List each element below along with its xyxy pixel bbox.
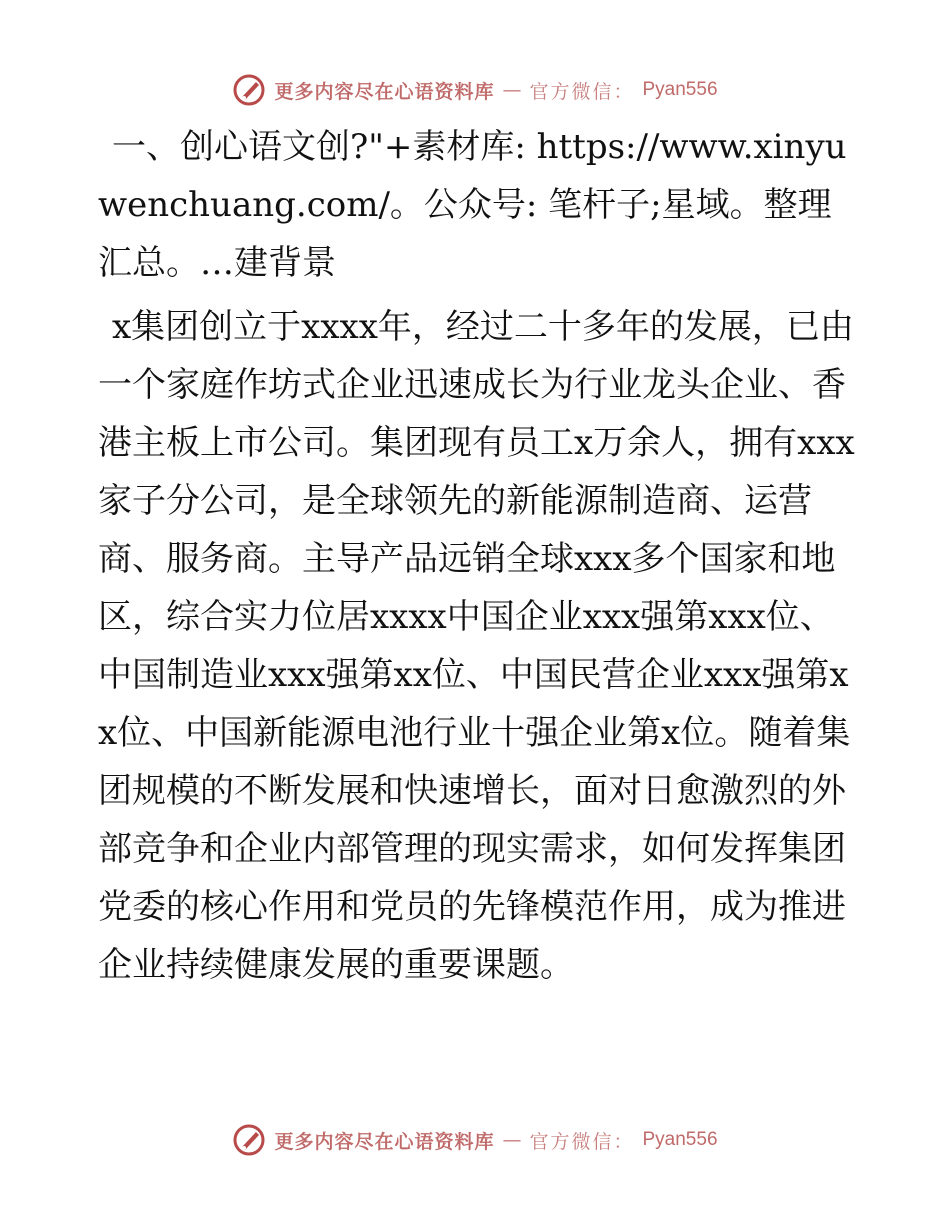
watermark-label: 官方微信： [529, 1130, 635, 1153]
watermark-id: Pyan556 [642, 1129, 718, 1150]
section-heading: 一、创心语文创?"+素材库: https://www.xinyuwenchuang.com/。公众号: 笔杆子;星域。整理汇总。…建背景 [98, 127, 847, 283]
pen-logo-icon [232, 1123, 266, 1157]
document-body [98, 118, 858, 994]
watermark-separator: — [502, 1129, 522, 1151]
watermark-text: 更多内容尽在心语资料库 [274, 80, 495, 103]
footer-watermark [0, 1120, 950, 1160]
body-paragraph: x集团创立于xxxx年，经过二十多年的发展，已由一个家庭作坊式企业迅速成长为行业龙头企业、香港主板上市公司。集团现有员工x万余人，拥有xxx家子分公司，是全球领先的新能源制造商、运营商、服务商。主导产品远销全球xxx多个国家和地区，综合实力位居xxxx中国企业xxx强第xxx位、中国制造业xxx强第xx位、中国民营企业xxx强第xx位、中国新能源电池行业十强企业第x位。随着集团规模的不断发展和快速增长，面对日愈激烈的外部竞争和企业内部管理的现实需求，如何发挥集团党委的核心作用和党员的先锋模范作用，成为推进企业持续健康发展的重要课题。 [98, 307, 855, 985]
watermark-label: 官方微信： [529, 80, 635, 103]
watermark-text: 更多内容尽在心语资料库 [274, 1130, 495, 1153]
watermark-id: Pyan556 [642, 79, 718, 100]
pen-logo-icon [232, 73, 266, 107]
header-watermark [0, 70, 950, 110]
watermark-separator: — [502, 79, 522, 101]
